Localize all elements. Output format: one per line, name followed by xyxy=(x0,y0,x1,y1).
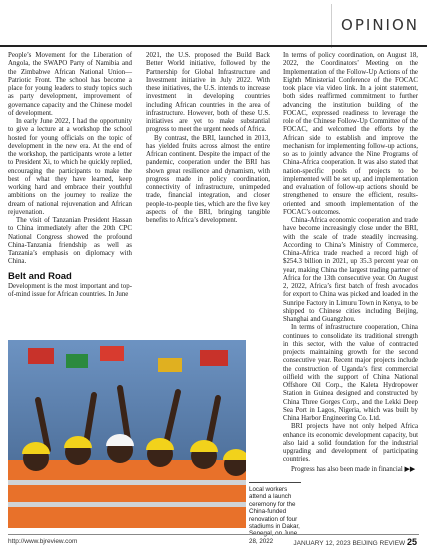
article-column-1 xyxy=(8,52,132,299)
caption-divider xyxy=(249,482,301,483)
paragraph: The visit of Tanzanian President Hassan to China immediately after the 20th CPC National Congress showed the profound China-Tanzania friendship as well as Tanzania’s emphasis on diplomacy with China. xyxy=(8,217,132,266)
footer-url[interactable]: http://www.bjreview.com xyxy=(8,538,78,545)
section-title: OPINION xyxy=(341,16,419,34)
footer-issue xyxy=(293,537,417,547)
article-column-2 xyxy=(146,52,270,225)
header-divider xyxy=(0,45,427,47)
footer-divider xyxy=(8,534,419,535)
page-number: 25 xyxy=(406,537,417,547)
section-tab xyxy=(331,4,427,48)
paragraph: In early June 2022, I had the opportunity to give a lecture at a workshop the school hosted for young officials on the topic of development in the new era. At the end of the workshop, the participants wrote a letter to President Xi, to which he quickly replied, encouraging the participants to make the best of what they have learned, keep working hard and embrace their youthful ambitions on the journey to realize the dream of national rejuvenation and African rejuvenation. xyxy=(8,118,132,216)
article-photo xyxy=(8,340,246,528)
paragraph-text: Progress has also been made in financial xyxy=(291,465,403,473)
paragraph: By contrast, the BRI, launched in 2013, has yielded fruits across almost the entire African continent. Despite the impact of the pandemic, cooperation under the BRI has shown great resilience and dynamism, with progress made in policy coordination, connectivity of infrastructure, unimpeded trade, financial integration, and closer people-to-people ties, which are the five key aspects of the BRI, bringing tangible benefits to Africa’s development. xyxy=(146,134,270,224)
paragraph: In terms of infrastructure cooperation, China continues to consolidate its traditional strength in this sector, with the value of contracted projects maintaining growth for the second consecutive year. Recent major projects include the construction of Uganda’s first commercial oilfield with the support of China National Offshore Oil Corp., the Kaleta Hydropower Station in Guinea designed and constructed by China Three Gorges Corp., and the Lekki Deep Sea Port in Lagos, Nigeria, which was built by China Harbor Engineering Co. Ltd. xyxy=(283,324,418,422)
paragraph: China-Africa economic cooperation and trade have become increasingly close under the BRI, with the scale of trade steadily increasing. According to China’s Ministry of Commerce, China-Africa trade reached a record high of $254.3 billion in 2021, up 35.3 percent year on year, making China the largest trading partner of Africa for the 13th consecutive year. On August 2, 2022, Africa’s first batch of fresh avocados for export to China was picked and loaded in the Sunripe Factory in Limuru Town in Kenya, to be shipped to Chinese cities including Beijing, Shanghai and Guangzhou. xyxy=(283,217,418,323)
article-column-3 xyxy=(283,52,418,474)
section-subhead: Belt and Road xyxy=(8,270,72,282)
photo-caption xyxy=(249,482,305,545)
paragraph: Development is the most important and top-of-mind issue for African countries. In June xyxy=(8,282,132,298)
continue-arrow-icon: ▶▶ xyxy=(404,464,416,473)
issue-label: JANUARY 12, 2023 BEIJING REVIEW xyxy=(293,540,406,547)
paragraph: In terms of policy coordination, on August 18, 2022, the Coordinators’ Meeting on the Implementation of the Follow-Up Actions of the Eighth Ministerial Conference of the FOCAC took place via video link. In a joint statement, both sides reaffirmed commitment to further advancing the institution building of the FOCAC, expressed readiness to leverage the role of the Chinese Follow-Up Committee of the FOCAC, and welcomed the efforts by the African side to establish and improve the mechanism for implementing follow-up actions, so as to jointly advance the Nine Programs of China-Africa cooperation. It was also stated that nation-specific pools of projects to be implemented will be set up, and implementation and evaluation of follow-up actions should be strengthened to ensure the efficient, results-oriented and smooth implementation of the FOCAC’s outcomes. xyxy=(283,52,418,216)
paragraph: People’s Movement for the Liberation of Angola, the SWAPO Party of Namibia and the Zimbabwe African National Union—Patriotic Front. The school has become a place for young leaders to study topics such as party development, improvement of governance capacity and the Chinese model of development. xyxy=(8,52,132,117)
caption-text: Local workers attend a launch ceremony for the China-funded renovation of four stadiums in Dakar, 28, 2022 xyxy=(249,486,300,545)
paragraph: BRI projects have not only helped Africa enhance its economic development capacity, but also laid a solid foundation for the industrial upgrading and development of participating countries. xyxy=(283,423,418,464)
workers-ceremony-illustration xyxy=(8,340,246,528)
paragraph xyxy=(283,465,418,474)
paragraph: 2021, the U.S. proposed the Build Back Better World initiative, followed by the Partnership for Global Infrastructure and Investment initiative in July 2022. With these initiatives, the U.S. intends to increase investment in developing countries including African countries in the area of infrastructure. However, both of these U.S. initiatives are yet to make substantial progress to meet the urgent needs of Africa. xyxy=(146,52,270,134)
